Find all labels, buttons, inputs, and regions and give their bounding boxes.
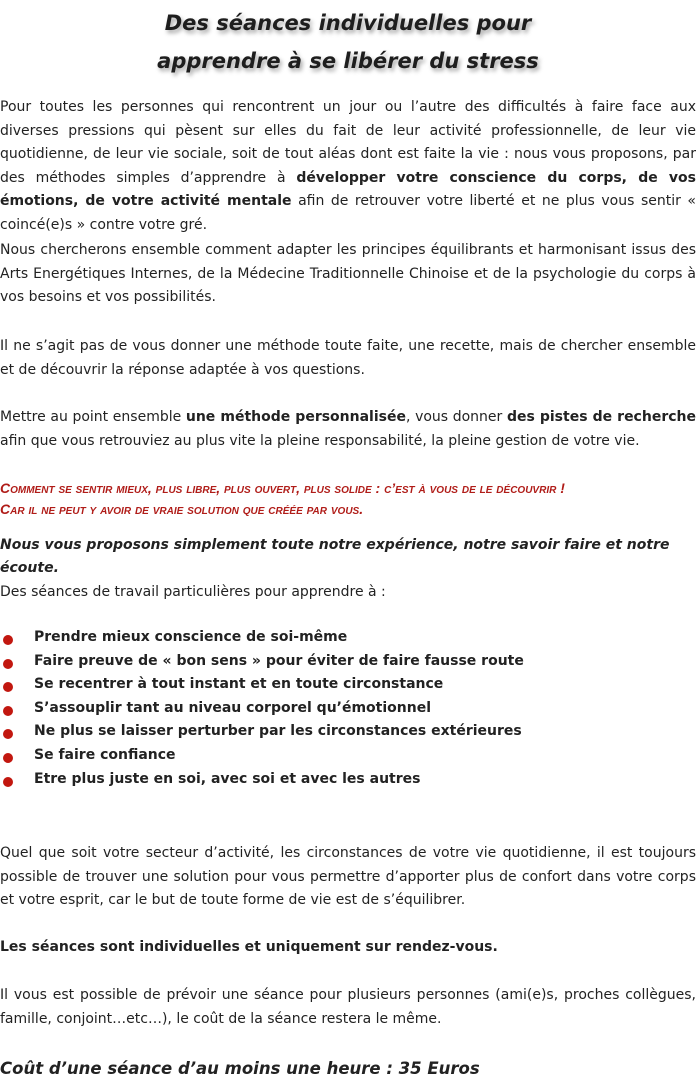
- list-item: [0, 673, 696, 697]
- approach-paragraph: Il ne s’agit pas de vous donner une méthode toute faite, une recette, mais de chercher ensemble et de découvrir la réponse adaptée à vos questions.: [0, 338, 696, 378]
- personalized-text-3: afin que vous retrouviez au plus vite la pleine responsabilité, la pleine gestion de votre vie.: [0, 432, 640, 449]
- session-price: Coût d’une séance d’au moins une heure : 35 Euros: [0, 1059, 480, 1078]
- title-line-2: apprendre à se libérer du stress: [157, 49, 539, 73]
- goals-list: [0, 626, 696, 791]
- highlight-line-1: Comment se sentir mieux, plus libre, plus ouvert, plus solide : c’est à vous de le découvrir !: [0, 480, 565, 496]
- personalized-bold-2: des pistes de recherche: [506, 409, 696, 425]
- title-line-1: Des séances individuelles pour: [164, 11, 532, 35]
- list-item: [0, 650, 696, 674]
- bullet-icon: [3, 635, 13, 645]
- personalized-text-1: Mettre au point ensemble: [0, 409, 186, 425]
- bullet-icon: [3, 706, 13, 716]
- list-item: [0, 697, 696, 721]
- list-intro: Des séances de travail particulières pour apprendre à :: [0, 584, 386, 600]
- comfort-paragraph: Quel que soit votre secteur d’activité, les circonstances de votre vie quotidienne, il est toujours possible de trouver une solution pour vous permettre d’apporter plus de confort dans votre corps et votre esprit, car le but de toute forme de vie est de s’équilibrer.: [0, 845, 696, 908]
- intro-text-1: Pour toutes les personnes qui rencontrent un jour ou l’autre des difficultés à faire face aux diverses pressions qui pèsent sur elles du fait de leur activité professionnelle, de leur vie quotidienne, de leur vie sociale, soit de tout aléas dont est faite la vie : nous vous proposons, par des méthodes simples d’apprendre à: [0, 99, 696, 186]
- list-item: [0, 626, 696, 650]
- bullet-icon: [3, 729, 13, 739]
- personalized-text-2: , vous donner: [405, 409, 507, 425]
- list-item: [0, 744, 696, 768]
- list-item-text: Se recentrer à tout instant et en toute circonstance: [34, 676, 444, 693]
- group-session-paragraph: Il vous est possible de prévoir une séance pour plusieurs personnes (ami(e)s, proches collègues, famille, conjoint…etc…), le coût de la séance restera le même.: [0, 987, 696, 1027]
- sessions-note: Les séances sont individuelles et uniquement sur rendez-vous.: [0, 939, 498, 955]
- page-title: [0, 4, 696, 80]
- list-item: [0, 720, 696, 744]
- list-item-text: Etre plus juste en soi, avec soi et avec les autres: [34, 770, 421, 787]
- personalized-bold-1: une méthode personnalisée: [185, 409, 406, 425]
- offer-statement: Nous vous proposons simplement toute notre expérience, notre savoir faire et notre écoute.: [0, 537, 670, 576]
- personalized-paragraph: [0, 406, 696, 453]
- bullet-icon: [3, 682, 13, 692]
- highlight-line-2: Car il ne peut y avoir de vraie solution que créée par vous.: [0, 501, 364, 517]
- list-item-text: Faire preuve de « bon sens » pour éviter de faire fausse route: [34, 652, 524, 669]
- bullet-icon: [3, 753, 13, 763]
- bullet-icon: [3, 659, 13, 669]
- list-item-text: S’assouplir tant au niveau corporel qu’émotionnel: [34, 699, 432, 716]
- methods-paragraph: Nous chercherons ensemble comment adapter les principes équilibrants et harmonisant issus des Arts Energétiques Internes, de la Médecine Traditionnelle Chinoise et de la psychologie du corps à vos besoins et vos possibilités.: [0, 242, 696, 305]
- intro-text-2: afin de retrouver votre liberté et ne plus vous sentir « coincé(e)s » contre votre gré.: [0, 193, 696, 233]
- list-item-text: Ne plus se laisser perturber par les circonstances extérieures: [34, 723, 522, 740]
- intro-paragraph: [0, 96, 696, 237]
- highlight-block: [0, 478, 696, 520]
- bullet-icon: [3, 777, 13, 787]
- intro-bold: développer votre conscience du corps, de vos émotions, de votre activité mentale: [0, 169, 696, 209]
- list-item: [0, 768, 696, 792]
- list-item-text: Prendre mieux conscience de soi-même: [34, 629, 348, 645]
- list-item-text: Se faire confiance: [34, 746, 176, 763]
